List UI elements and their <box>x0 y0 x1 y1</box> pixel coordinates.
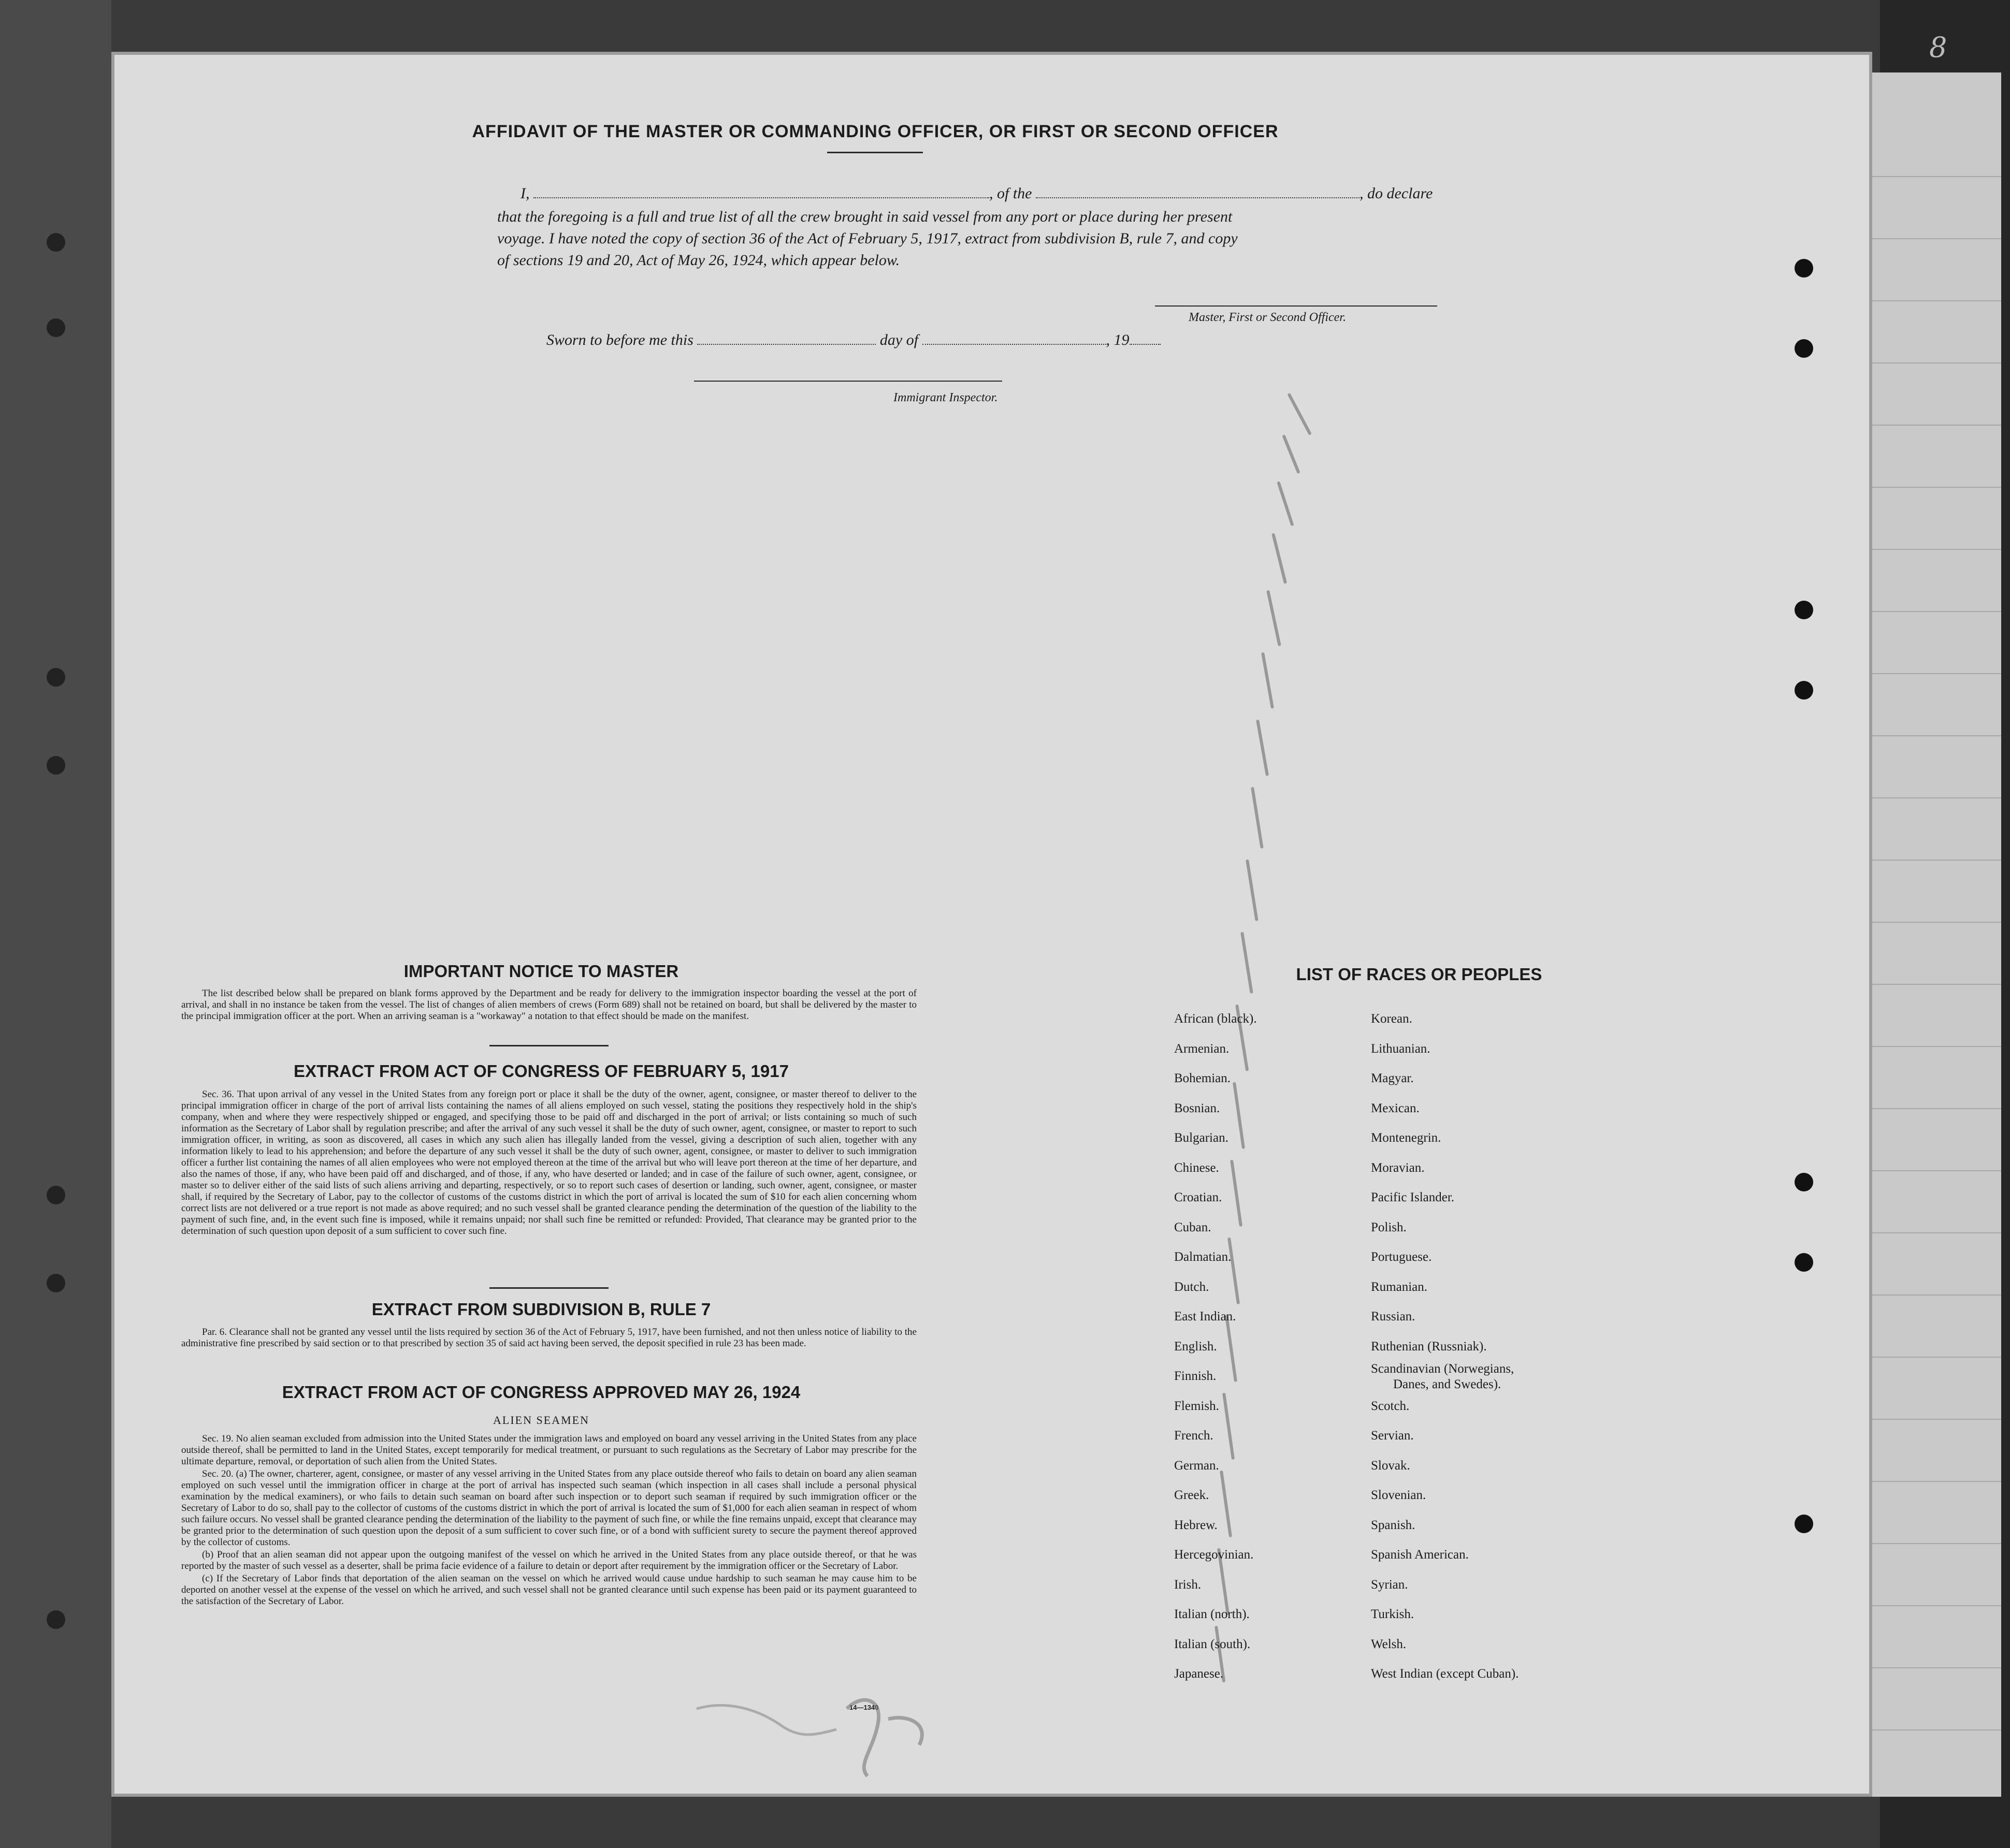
binder-hole <box>1795 601 1813 619</box>
binder-hole <box>47 1274 65 1292</box>
race-item: Portuguese. <box>1371 1250 1432 1264</box>
race-item: Irish. <box>1174 1578 1202 1592</box>
race-item: African (black). <box>1174 1012 1257 1026</box>
pencil-tally-mark <box>1233 1082 1245 1149</box>
race-item: Hercegovinian. <box>1174 1548 1254 1562</box>
binder-hole <box>47 668 65 687</box>
day-of-label: day of <box>879 331 919 348</box>
inspector-signature-label: Immigrant Inspector. <box>893 391 998 404</box>
pencil-tally-mark <box>1227 1238 1240 1305</box>
pencil-tally-mark <box>1256 719 1269 776</box>
race-item: Italian (south). <box>1174 1637 1251 1651</box>
document-page <box>111 52 1872 1797</box>
pencil-tally-mark <box>1230 1160 1242 1227</box>
pencil-tally-mark <box>1240 932 1253 994</box>
race-item: Syrian. <box>1371 1578 1408 1592</box>
affidavit-line-1 <box>495 184 1442 203</box>
race-item: Bohemian. <box>1174 1071 1231 1085</box>
race-item: Montenegrin. <box>1371 1131 1441 1145</box>
race-item: East Indian. <box>1174 1309 1236 1323</box>
sec19-paragraph: Sec. 19. No alien seaman excluded from admission into the United States under the immigration laws and employed on board any vessel arriving in the United States from any place outside thereof, shall be permitted to land in the United States, except temporarily for medical treatment, or pursuant to such regulations as the Secretary of Labor may prescribe for the ultimate departure, removal, or deportation of such alien from the United States. <box>181 1433 917 1467</box>
race-item: Magyar. <box>1371 1071 1414 1085</box>
race-item: Turkish. <box>1371 1607 1414 1621</box>
notice-body <box>181 988 917 1023</box>
sworn-day-field[interactable] <box>697 331 876 345</box>
binder-hole <box>47 1186 65 1204</box>
pencil-tally-mark <box>1282 434 1300 474</box>
pencil-tally-mark <box>1277 481 1294 526</box>
race-item: Dutch. <box>1174 1280 1209 1294</box>
race-item: Bulgarian. <box>1174 1131 1228 1145</box>
pencil-tally-mark <box>1287 393 1312 435</box>
underlying-sheet <box>1864 72 2001 1797</box>
name-field[interactable] <box>533 185 989 198</box>
race-item: Servian. <box>1371 1429 1414 1443</box>
of-the-label: , of the <box>989 185 1032 202</box>
divider <box>827 152 923 153</box>
binder-hole <box>1795 259 1813 278</box>
race-item: Armenian. <box>1174 1042 1230 1056</box>
race-item: German. <box>1174 1459 1219 1473</box>
affidavit-line-4: of sections 19 and 20, Act of May 26, 1924, which appear below. <box>497 252 900 269</box>
binder-hole <box>47 1610 65 1629</box>
pencil-tally-mark <box>1222 1393 1235 1460</box>
year-label: , 19 <box>1106 331 1130 348</box>
race-item: Chinese. <box>1174 1161 1219 1175</box>
race-item: Slovak. <box>1371 1459 1410 1473</box>
extract-1917-body <box>181 1089 917 1238</box>
affidavit-line-3: voyage. I have noted the copy of section 36 of the Act of February 5, 1917, extract from subdivision B, rule 7, and copy <box>497 230 1238 247</box>
race-item: Mexican. <box>1371 1101 1420 1115</box>
handwritten-initials <box>691 1678 961 1781</box>
race-item: Hebrew. <box>1174 1518 1218 1532</box>
sworn-line <box>546 330 1161 350</box>
race-item: Korean. <box>1371 1012 1412 1026</box>
race-item: Polish. <box>1371 1220 1407 1234</box>
pencil-tally-mark <box>1271 533 1287 584</box>
race-item: Welsh. <box>1371 1637 1407 1651</box>
sworn-year-field[interactable] <box>1130 331 1161 345</box>
binder-hole <box>47 756 65 775</box>
extract-1917-paragraph: Sec. 36. That upon arrival of any vessel in the United States from any foreign port or place it shall be the duty of the owner, agent, consignee, or master thereof to deliver to the principal immigration officer in charge of the port of arrival lists containing the names of all aliens employed on such vessel, stating the positions they respectively hold in the ship's company, when and where they were respectively shipped or engaged, and specifying those to be paid off and discharged in the port of arrival; or lists containing so much of such information as the Secretary of Labor shall by regulation prescribe; and after the arrival of any such vessel it shall be the duty of such owner, agent, consignee, or master to report to such immigration officer, in writing, as soon as discovered, all cases in which any such alien has illegally landed from the vessel, giving a description of such alien, together with any information likely to lead to his apprehension; and before the departure of any such vessel it shall be the duty of such owner, agent, consignee, or master to deliver to such immigration officer a further list containing the names of all alien employees who were not employed thereon at the time of the arrival but who will leave port thereon at the time of her departure, and also the names of those, if any, who have been paid off and discharged, and of those, if any, who have deserted or landed; and in case of the failure of such owner, agent, consignee, or master so to deliver either of the said lists of such aliens arriving and departing, respectively, or so to report such cases of desertion or landing, such owner, agent, consignee, or master shall, if required by the Secretary of Labor, pay to the collector of customs of the customs district in which the port of arrival is located the sum of $10 for each alien concerning whom correct lists are not delivered or a true report is not made as above required; and no such vessel shall be granted clearance pending the determination of the question of the liability to the payment of such fine, and, in the event such fine is imposed, while it remains unpaid; nor shall such fine be remitted or refunded: Provided, That clearance may be granted prior to the determination of such question upon deposit of a sum sufficient to cover such fine. <box>181 1089 917 1236</box>
race-item: Scotch. <box>1371 1399 1410 1413</box>
pencil-tally-mark <box>1266 590 1281 646</box>
sworn-label: Sworn to before me this <box>546 331 693 348</box>
notice-paragraph: The list described below shall be prepared on blank forms approved by the Department and be ready for delivery to the immigration inspector boarding the vessel at the port of arrival, and shall in no instance be taken from the vessel. The list of changes of alien members of crews (Form 689) shall not be retained on board, but shall be delivered by the master to the principal immigration officer at the port. When an arriving seaman is a "workaway" a notation to that effect should be made on the manifest. <box>181 988 917 1022</box>
pencil-tally-mark <box>1225 1315 1237 1383</box>
inspector-signature-line[interactable] <box>694 381 1002 382</box>
divider <box>489 1045 609 1046</box>
extract-1924-title: EXTRACT FROM ACT OF CONGRESS APPROVED MAY 26, 1924 <box>282 1383 801 1402</box>
race-item: Spanish American. <box>1371 1548 1469 1562</box>
pencil-tally-mark <box>1220 1471 1232 1538</box>
master-signature-label: Master, First or Second Officer. <box>1189 311 1346 324</box>
race-item: West Indian (except Cuban). <box>1371 1667 1519 1681</box>
race-item: English. <box>1174 1340 1217 1354</box>
vessel-field[interactable] <box>1036 185 1360 198</box>
do-declare-label: , do declare <box>1360 185 1433 202</box>
sec20c-paragraph: (c) If the Secretary of Labor finds that deportation of the alien seaman on the vessel on which he arrived would cause undue hardship to such seaman he may cause him to be deported on another vessel at the expense of the vessel on which he arrived, and such vessel shall not be granted clearance until such expense has been paid or its payment guaranteed to the satisfaction of the Secretary of Labor. <box>181 1573 917 1607</box>
extract-rule7-title: EXTRACT FROM SUBDIVISION B, RULE 7 <box>371 1300 711 1319</box>
race-item: Scandinavian (Norwegians, <box>1371 1362 1514 1376</box>
binder-hole <box>47 233 65 252</box>
extract-1924-body <box>181 1433 917 1608</box>
corner-page-number: 8 <box>1929 31 1947 64</box>
races-title: LIST OF RACES OR PEOPLES <box>1296 965 1542 984</box>
extract-1917-title: EXTRACT FROM ACT OF CONGRESS OF FEBRUARY 5, 1917 <box>294 1061 789 1081</box>
binder-hole <box>1795 339 1813 358</box>
race-item: Moravian. <box>1371 1161 1425 1175</box>
extract-rule7-paragraph: Par. 6. Clearance shall not be granted any vessel until the lists required by section 36 of the Act of February 5, 1917, have been furnished, and not then unless notice of liability to the administrative fine prescribed by said section or to that prescribed by section 35 of said act having been served, the deposit specified in rule 23 has been made. <box>181 1327 917 1349</box>
race-item: Croatian. <box>1174 1190 1222 1204</box>
race-item: Finnish. <box>1174 1369 1217 1383</box>
binder-hole <box>47 318 65 337</box>
sworn-month-field[interactable] <box>922 331 1106 345</box>
sec20b-paragraph: (b) Proof that an alien seaman did not appear upon the outgoing manifest of the vessel on which he arrived in the United States from any place outside thereof, or that he was reported by the master of such vessel as a deserter, shall be prima facie evidence of a failure to detain or deport after requirement by the immigration officer or the Secretary of Labor. <box>181 1549 917 1571</box>
race-item: Bosnian. <box>1174 1101 1220 1115</box>
sec20a-paragraph: Sec. 20. (a) The owner, charterer, agent, consignee, or master of any vessel arriving in the United States from any place outside thereof who fails to detain on board any alien seaman employed on such vessel until the immigration officer in charge at the port of arrival has inspected such seaman (which inspection in all cases shall include a personal physical examination by the medical examiners), or who fails to detain such seaman on board after such inspection or to deport such seaman if required by such immigration officer or the Secretary of Labor to do so, shall pay to the collector of customs of the customs district in which the port of arrival is located the sum of $1,000 for each alien seaman in respect of whom such failure occurs. No vessel shall be granted clearance pending the determination of the liability to the payment of such fine, or while the fine remains unpaid, except that clearance may be granted prior to the determination of such question upon the deposit of a sum sufficient to cover such fine, or of a bond with sufficient surety to secure the payment thereof approved by the collector of customs. <box>181 1468 917 1548</box>
race-item: Flemish. <box>1174 1399 1219 1413</box>
race-item: Spanish. <box>1371 1518 1415 1532</box>
divider <box>489 1287 609 1289</box>
pencil-tally-mark <box>1251 787 1264 849</box>
race-item: Ruthenian (Russniak). <box>1371 1340 1487 1354</box>
race-item: Dalmatian. <box>1174 1250 1232 1264</box>
binder-hole <box>1795 681 1813 700</box>
affidavit-title: AFFIDAVIT OF THE MASTER OR COMMANDING OFFICER, OR FIRST OR SECOND OFFICER <box>472 122 1279 141</box>
extract-rule7-body <box>181 1327 917 1350</box>
race-item: Lithuanian. <box>1371 1042 1430 1056</box>
binder-hole <box>1795 1173 1813 1191</box>
race-item: Italian (north). <box>1174 1607 1250 1621</box>
race-item: French. <box>1174 1429 1213 1443</box>
race-item: Greek. <box>1174 1488 1209 1502</box>
master-signature-line[interactable] <box>1155 305 1437 307</box>
pencil-tally-mark <box>1246 860 1259 921</box>
race-item-continuation: Danes, and Swedes). <box>1393 1377 1501 1391</box>
race-item: Cuban. <box>1174 1220 1211 1234</box>
i-label: I, <box>520 185 530 202</box>
race-item: Slovenian. <box>1371 1488 1426 1502</box>
form-number: 14—1340 <box>849 1704 879 1711</box>
race-item: Japanese. <box>1174 1667 1224 1681</box>
scan-background-left <box>0 0 111 1848</box>
alien-seamen-subtitle: ALIEN SEAMEN <box>493 1414 589 1427</box>
race-item: Russian. <box>1371 1309 1415 1323</box>
pencil-tally-mark <box>1261 652 1274 708</box>
affidavit-line-2: that the foregoing is a full and true list of all the crew brought in said vessel from any port or place during her present <box>497 208 1233 225</box>
binder-hole <box>1795 1253 1813 1272</box>
notice-title: IMPORTANT NOTICE TO MASTER <box>403 962 679 981</box>
race-item: Pacific Islander. <box>1371 1190 1455 1204</box>
race-item: Rumanian. <box>1371 1280 1428 1294</box>
binder-hole <box>1795 1515 1813 1533</box>
